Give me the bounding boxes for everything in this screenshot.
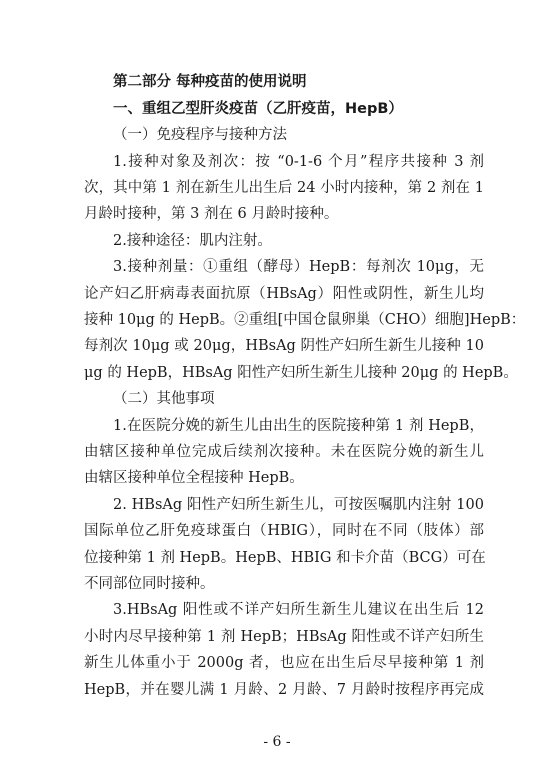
page-number: - 6 - [263, 734, 291, 750]
paragraph-line: 位接种第 1 剂 HepB。HepB、HBIG 和卡介苗（BCG）可在 [84, 550, 486, 566]
paragraph-line: 小时内尽早接种第 1 剂 HepB；HBsAg 阳性或不详产妇所生 [84, 629, 484, 645]
paragraph-line: 1.接种对象及剂次：按 “0-1-6 个月”程序共接种 3 剂 [113, 154, 484, 170]
part-title: 第二部分 每种疫苗的使用说明 [113, 74, 307, 90]
paragraph-line: 国际单位乙肝免疫球蛋白（HBIG），同时在不同（肢体）部 [84, 523, 484, 539]
subsection-title-1: （一）免疫程序与接种方法 [113, 127, 287, 143]
paragraph-line: 3.接种剂量：①重组（酵母）HepB：每剂次 10μg，无 [113, 259, 484, 275]
section-title: 一、重组乙型肝炎疫苗（乙肝疫苗，HepB） [113, 101, 403, 117]
paragraph-line: μg 的 HepB，HBsAg 阳性产妇所生新生儿接种 20μg 的 HepB。 [84, 365, 518, 381]
paragraph-line: HepB，并在婴儿满 1 月龄、2 月龄、7 月龄时按程序再完成 [84, 682, 484, 698]
paragraph-line: 每剂次 10μg 或 20μg，HBsAg 阴性产妇所生新生儿接种 10 [84, 338, 484, 354]
subsection-title-2: （二）其他事项 [113, 391, 215, 407]
paragraph-line: 新生儿体重小于 2000g 者，也应在出生后尽早接种第 1 剂 [84, 655, 484, 671]
paragraph-line: 论产妇乙肝病毒表面抗原（HBsAg）阳性或阴性，新生儿均 [84, 286, 484, 302]
paragraph-line: 由辖区接种单位全程接种 HepB。 [84, 470, 304, 486]
paragraph-line: 由辖区接种单位完成后续剂次接种。未在医院分娩的新生儿 [84, 444, 484, 460]
paragraph-line: 3.HBsAg 阳性或不详产妇所生新生儿建议在出生后 12 [113, 602, 484, 618]
paragraph-line: 不同部位同时接种。 [84, 576, 215, 592]
paragraph-line: 次，其中第 1 剂在新生儿出生后 24 小时内接种，第 2 剂在 1 [84, 180, 484, 196]
paragraph-line: 1.在医院分娩的新生儿由出生的医院接种第 1 剂 HepB， [113, 418, 484, 434]
paragraph-line: 月龄时接种，第 3 剂在 6 月龄时接种。 [84, 206, 339, 222]
paragraph-line: 2.接种途径：肌内注射。 [113, 233, 272, 249]
paragraph-line: 接种 10μg 的 HepB。②重组[中国仓鼠卵巢（CHO）细胞]HepB： [84, 312, 526, 328]
paragraph-line: 2. HBsAg 阳性产妇所生新生儿，可按医嘱肌内注射 100 [113, 497, 484, 513]
